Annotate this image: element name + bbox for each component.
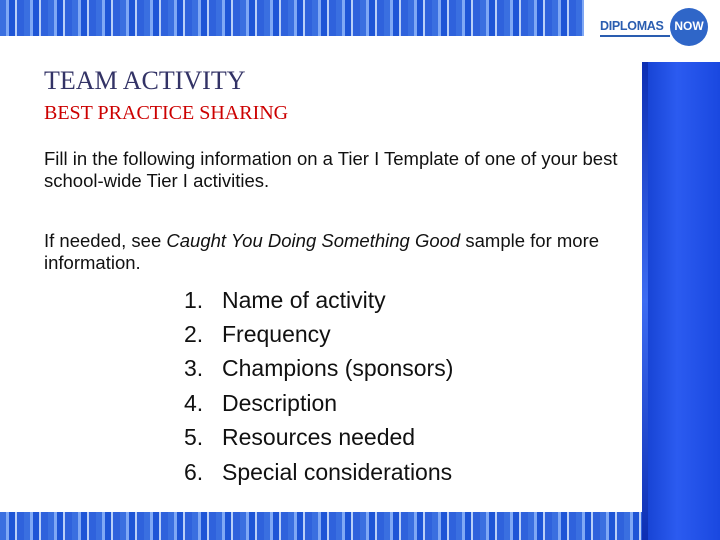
- reference-paragraph: [44, 230, 624, 274]
- list-item-label: Frequency: [222, 321, 331, 348]
- list-item-number: 1.: [184, 286, 204, 313]
- logo-underline: [600, 35, 670, 37]
- slide-subtitle: BEST PRACTICE SHARING: [44, 102, 289, 124]
- list-item-number: 3.: [184, 355, 204, 382]
- list-item-label: Resources needed: [222, 424, 416, 451]
- diplomas-now-logo: [598, 6, 710, 46]
- list-item: [184, 386, 453, 420]
- bottom-stripe-band: [0, 512, 720, 540]
- list-item: [184, 455, 453, 489]
- reference-text-before: If needed, see: [44, 230, 167, 251]
- sample-title-reference: Caught You Doing Something Good: [166, 230, 461, 251]
- reference-text-after: sample for more information.: [44, 230, 600, 273]
- template-fields-list: [184, 283, 453, 489]
- list-item: [184, 421, 453, 455]
- list-item: [184, 352, 453, 386]
- instruction-paragraph: Fill in the following information on a Tier I Template of one of your best school-wide Tier I activities.: [44, 148, 618, 191]
- logo-text-diplomas: DIPLOMAS: [600, 19, 664, 33]
- list-item-number: 4.: [184, 389, 204, 416]
- list-item: [184, 317, 453, 351]
- list-item-label: Champions (sponsors): [222, 355, 454, 382]
- list-item-number: 2.: [184, 321, 204, 348]
- list-item: [184, 283, 453, 317]
- list-item-number: 5.: [184, 424, 204, 451]
- list-item-label: Special considerations: [222, 458, 453, 485]
- list-item-label: Name of activity: [222, 286, 386, 313]
- right-blue-panel: [642, 62, 720, 540]
- list-item-label: Description: [222, 389, 338, 416]
- logo-text-now: NOW: [674, 19, 704, 33]
- list-item-number: 6.: [184, 458, 204, 485]
- slide-title: TEAM ACTIVITY: [44, 66, 246, 95]
- logo-circle-icon: [670, 8, 708, 46]
